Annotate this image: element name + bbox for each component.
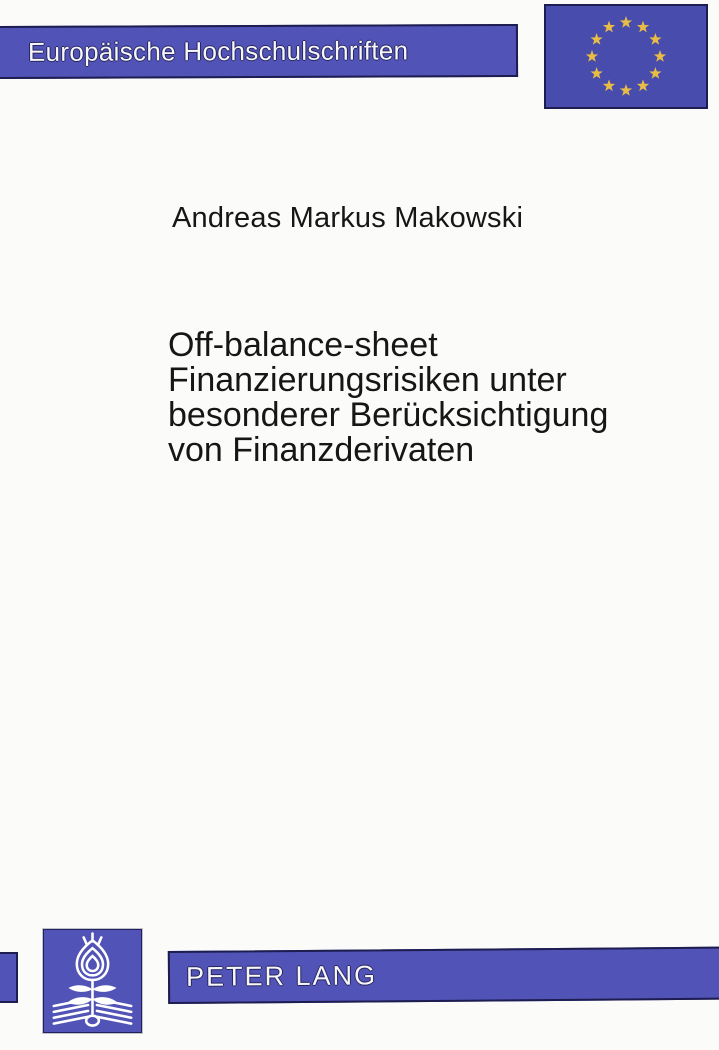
title-line-2: Finanzierungsrisiken unter bbox=[168, 361, 567, 399]
publisher-banner bbox=[168, 947, 719, 1004]
spine-accent-bar bbox=[0, 952, 18, 1003]
title-line-3: besonderer Berücksichtigung bbox=[168, 396, 609, 434]
publisher-banner-label: PETER LANG bbox=[185, 960, 378, 992]
series-banner bbox=[0, 24, 518, 79]
eu-flag-stars-icon bbox=[546, 6, 706, 107]
eu-flag bbox=[544, 4, 708, 109]
title-line-1: Off-balance-sheet bbox=[168, 326, 438, 364]
series-banner-label: Europäische Hochschulschriften bbox=[27, 35, 409, 67]
author-name: Andreas Markus Makowski bbox=[172, 202, 524, 234]
title-line-4: von Finanzderivaten bbox=[168, 431, 475, 469]
publisher-logo bbox=[43, 929, 142, 1033]
book-title bbox=[168, 328, 608, 468]
open-book-tulip-icon bbox=[44, 930, 141, 1032]
